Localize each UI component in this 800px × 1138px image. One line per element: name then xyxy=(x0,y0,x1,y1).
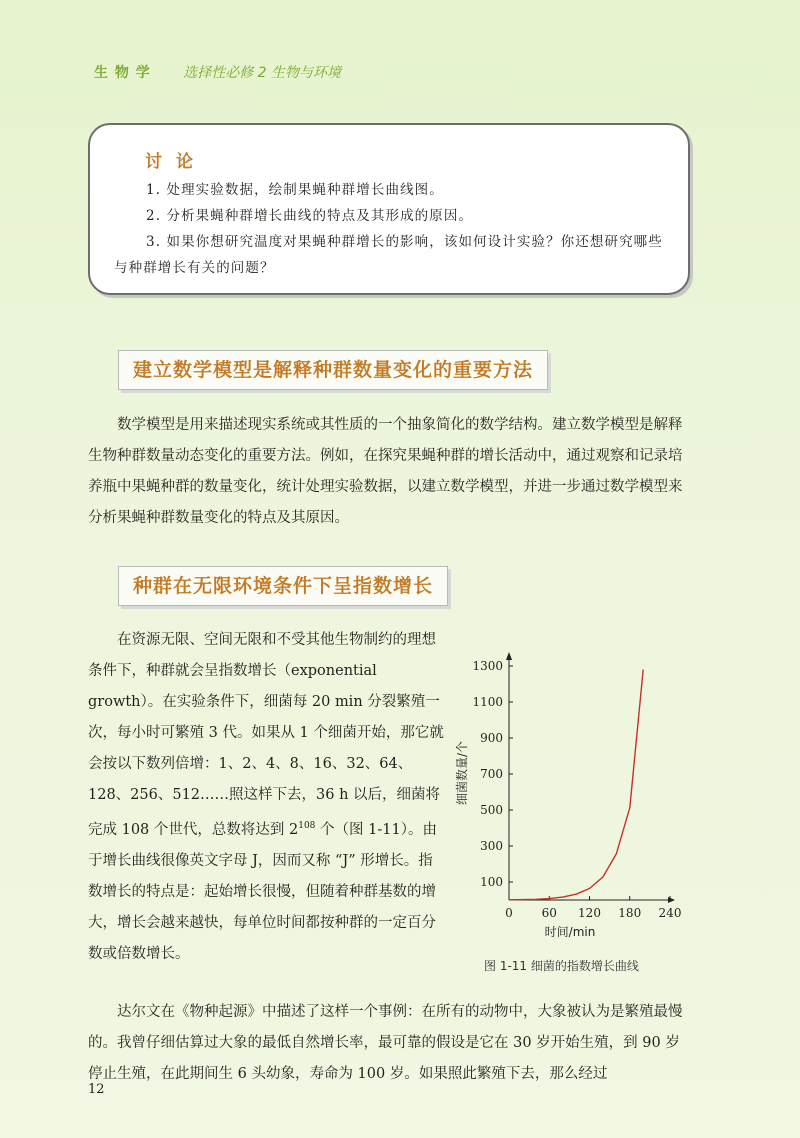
paragraph-text-part: 个（图 1-11）。由于增长曲线很像英文字母 J，因而又称 “J” 形增长。指数增长的特点是：起始增长很慢，但随着种群基数的增大，增长会越来越快，每单位时间都按种群的一定百分数或倍数增长。 xyxy=(88,821,437,962)
section-title: 种群在无限环境条件下呈指数增长 xyxy=(118,566,448,606)
chart-svg xyxy=(452,638,692,944)
page-number: 12 xyxy=(88,1082,105,1097)
y-axis-arrow xyxy=(506,652,512,660)
y-tick-label: 1100 xyxy=(472,695,503,709)
y-tick-label: 900 xyxy=(480,731,503,745)
section-title: 建立数学模型是解释种群数量变化的重要方法 xyxy=(118,350,548,390)
section-paragraph xyxy=(88,625,444,970)
paragraph-text: 达尔文在《物种起源》中描述了这样一个事例：在所有的动物中，大象被认为是繁殖最慢的。我曾仔细估算过大象的最低自然增长率，最可靠的假设是它在 30 岁开始生殖，到 90 岁停止生殖，在此期间生 6 头幼象，寿命为 100 岁。如果照此繁殖下去，那么经过 xyxy=(88,1004,683,1082)
x-axis-arrow xyxy=(668,897,675,903)
section-paragraph xyxy=(88,997,692,1090)
discussion-item: 1. 处理实验数据，绘制果蝇种群增长曲线图。 xyxy=(146,182,444,198)
discussion-item: 2. 分析果蝇种群增长曲线的特点及其形成的原因。 xyxy=(146,208,474,224)
x-tick-label: 0 xyxy=(505,906,513,920)
book-label: 选择性必修 2 生物与环境 xyxy=(183,65,342,81)
y-tick-label: 700 xyxy=(480,767,503,781)
x-tick-label: 120 xyxy=(578,906,601,920)
running-header xyxy=(94,62,341,82)
discussion-box xyxy=(88,123,690,295)
y-tick-label: 1300 xyxy=(472,659,503,673)
paragraph-text-part: 在资源无限、空间无限和不受其他生物制约的理想条件下，种群就会呈指数增长（exponential growth）。在实验条件下，细菌每 20 min 分裂繁殖一次，每小时可繁殖 3 代。如果从 1 个细菌开始，那它就会按以下数列倍增：1、2、4、8、16、32、64、128、256、512……照这样下去，36 h 以后，细菌将完成 108 个世代，总数将达到 2 xyxy=(88,632,444,838)
y-axis-label: 细菌数量/个 xyxy=(455,740,469,806)
growth-chart xyxy=(452,638,692,944)
figure-caption: 图 1-11 细菌的指数增长曲线 xyxy=(484,959,639,973)
discussion-list xyxy=(114,177,669,281)
paragraph-text xyxy=(88,625,444,970)
x-tick-label: 60 xyxy=(541,906,557,920)
x-axis-label: 时间/min xyxy=(544,925,596,939)
superscript-exponent: 108 xyxy=(298,821,316,831)
discussion-item: 3. 如果你想研究温度对果蝇种群增长的影响，该如何设计实验？你还想研究哪些与种群增长有关的问题？ xyxy=(114,234,663,276)
growth-curve xyxy=(509,670,643,900)
y-tick-label: 500 xyxy=(480,803,503,817)
discussion-title: 讨论 xyxy=(145,152,207,172)
x-tick-label: 240 xyxy=(658,906,682,920)
y-tick-label: 100 xyxy=(480,875,503,889)
x-tick-label: 180 xyxy=(618,906,642,920)
subject-label: 生 物 学 xyxy=(94,65,151,81)
y-tick-label: 300 xyxy=(480,839,503,853)
section-paragraph xyxy=(88,410,692,534)
paragraph-text: 数学模型是用来描述现实系统或其性质的一个抽象简化的数学结构。建立数学模型是解释生物种群数量动态变化的重要方法。例如，在探究果蝇种群的增长活动中，通过观察和记录培养瓶中果蝇种群的数量变化，统计处理实验数据，以建立数学模型，并进一步通过数学模型来分析果蝇种群数量变化的特点及其原因。 xyxy=(88,417,683,526)
